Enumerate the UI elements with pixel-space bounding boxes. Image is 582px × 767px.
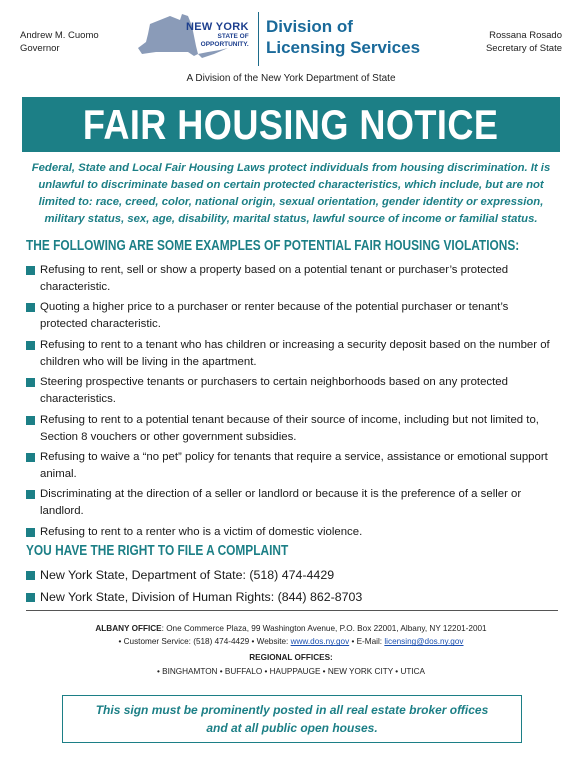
secretary-title: Secretary of State xyxy=(485,42,562,54)
bullet-square-icon xyxy=(26,453,35,462)
regional-offices-label: REGIONAL OFFICES: xyxy=(249,653,333,663)
complaint-heading: YOU HAVE THE RIGHT TO FILE A COMPLAINT xyxy=(26,543,289,559)
albany-office-line: ALBANY OFFICE: One Commerce Plaza, 99 Washington Avenue, P.O. Box 22001, Albany, NY 12201-2001 xyxy=(95,624,487,633)
list-item: New York State, Division of Human Rights: (844) 862-8703 xyxy=(26,588,362,606)
bullet-square-icon xyxy=(26,571,35,580)
bullet-square-icon xyxy=(26,528,35,537)
bullet-square-icon xyxy=(26,266,35,275)
intro-paragraph: Federal, State and Local Fair Housing Laws protect individuals from housing discrimination. It is unlawful to discriminate based on certain protected characteristics, which include, but are not limited to: race, creed, color, national origin, sexual orientation, gender identity or expression, military status, sex, age, disability, marital status, lawful source of income or familial status. xyxy=(31,162,551,225)
email-link[interactable]: licensing@dos.ny.gov xyxy=(384,637,464,647)
list-item: Steering prospective tenants or purchasers to certain neighborhoods based on any protected characteristics. xyxy=(26,374,556,408)
list-item: Refusing to rent to a potential tenant because of their source of income, including but not limited to, Section 8 vouchers or other government subsidies. xyxy=(26,412,556,446)
contact-line: • Customer Service: (518) 474-4429 • Website: www.dos.ny.gov • E-Mail: licensing@dos.ny.gov xyxy=(118,637,464,647)
violations-list xyxy=(26,262,556,544)
list-item: Refusing to rent to a renter who is a victim of domestic violence. xyxy=(26,524,556,541)
posting-notice: This sign must be prominently posted in all real estate broker offices and at all public open houses. xyxy=(95,703,489,735)
division-subtitle: A Division of the New York Department of State xyxy=(186,73,396,84)
bullet-square-icon xyxy=(26,593,35,602)
title-banner xyxy=(22,97,560,152)
list-item: Refusing to rent, sell or show a property based on a potential tenant or purchaser’s protected characteristic. xyxy=(26,262,556,296)
complaint-contacts-list xyxy=(26,566,362,610)
division-wordmark: Division of Licensing Services xyxy=(266,17,421,57)
logo-divider xyxy=(258,12,259,66)
posting-notice-box xyxy=(62,695,522,743)
office-info xyxy=(0,622,582,678)
governor-title: Governor xyxy=(20,42,60,54)
list-item: Quoting a higher price to a purchaser or renter because of the potential purchaser or tenant’s protected characteristic. xyxy=(26,299,556,333)
regional-offices-list: • BINGHAMTON • BUFFALO • HAUPPAUGE • NEW YORK CITY • UTICA xyxy=(156,666,426,676)
page-header xyxy=(0,0,582,92)
governor-name: Andrew M. Cuomo xyxy=(20,30,99,41)
bullet-square-icon xyxy=(26,341,35,350)
nys-dls-logo xyxy=(136,8,436,68)
list-item: Refusing to waive a “no pet” policy for tenants that require a service, assistance or emotional support animal. xyxy=(26,449,556,483)
secretary-block xyxy=(486,30,562,55)
list-item: Discriminating at the direction of a seller or landlord or because it is the preference of a seller or landlord. xyxy=(26,486,556,520)
bullet-square-icon xyxy=(26,378,35,387)
bullet-square-icon xyxy=(26,303,35,312)
website-link[interactable]: www.dos.ny.gov xyxy=(290,637,350,647)
nys-wordmark: NEW YORK STATE OF OPPORTUNITY. xyxy=(186,21,249,48)
governor-block xyxy=(20,30,99,55)
list-item: Refusing to rent to a tenant who has children or increasing a security deposit based on the number of children who will be living in the apartment. xyxy=(26,337,556,371)
page-title: FAIR HOUSING NOTICE xyxy=(83,100,499,148)
divider xyxy=(26,610,558,611)
bullet-square-icon xyxy=(26,490,35,499)
list-item: New York State, Department of State: (518) 474-4429 xyxy=(26,566,362,584)
bullet-square-icon xyxy=(26,416,35,425)
violations-heading: THE FOLLOWING ARE SOME EXAMPLES OF POTENTIAL FAIR HOUSING VIOLATIONS: xyxy=(26,238,520,254)
secretary-name: Rossana Rosado xyxy=(489,30,562,41)
